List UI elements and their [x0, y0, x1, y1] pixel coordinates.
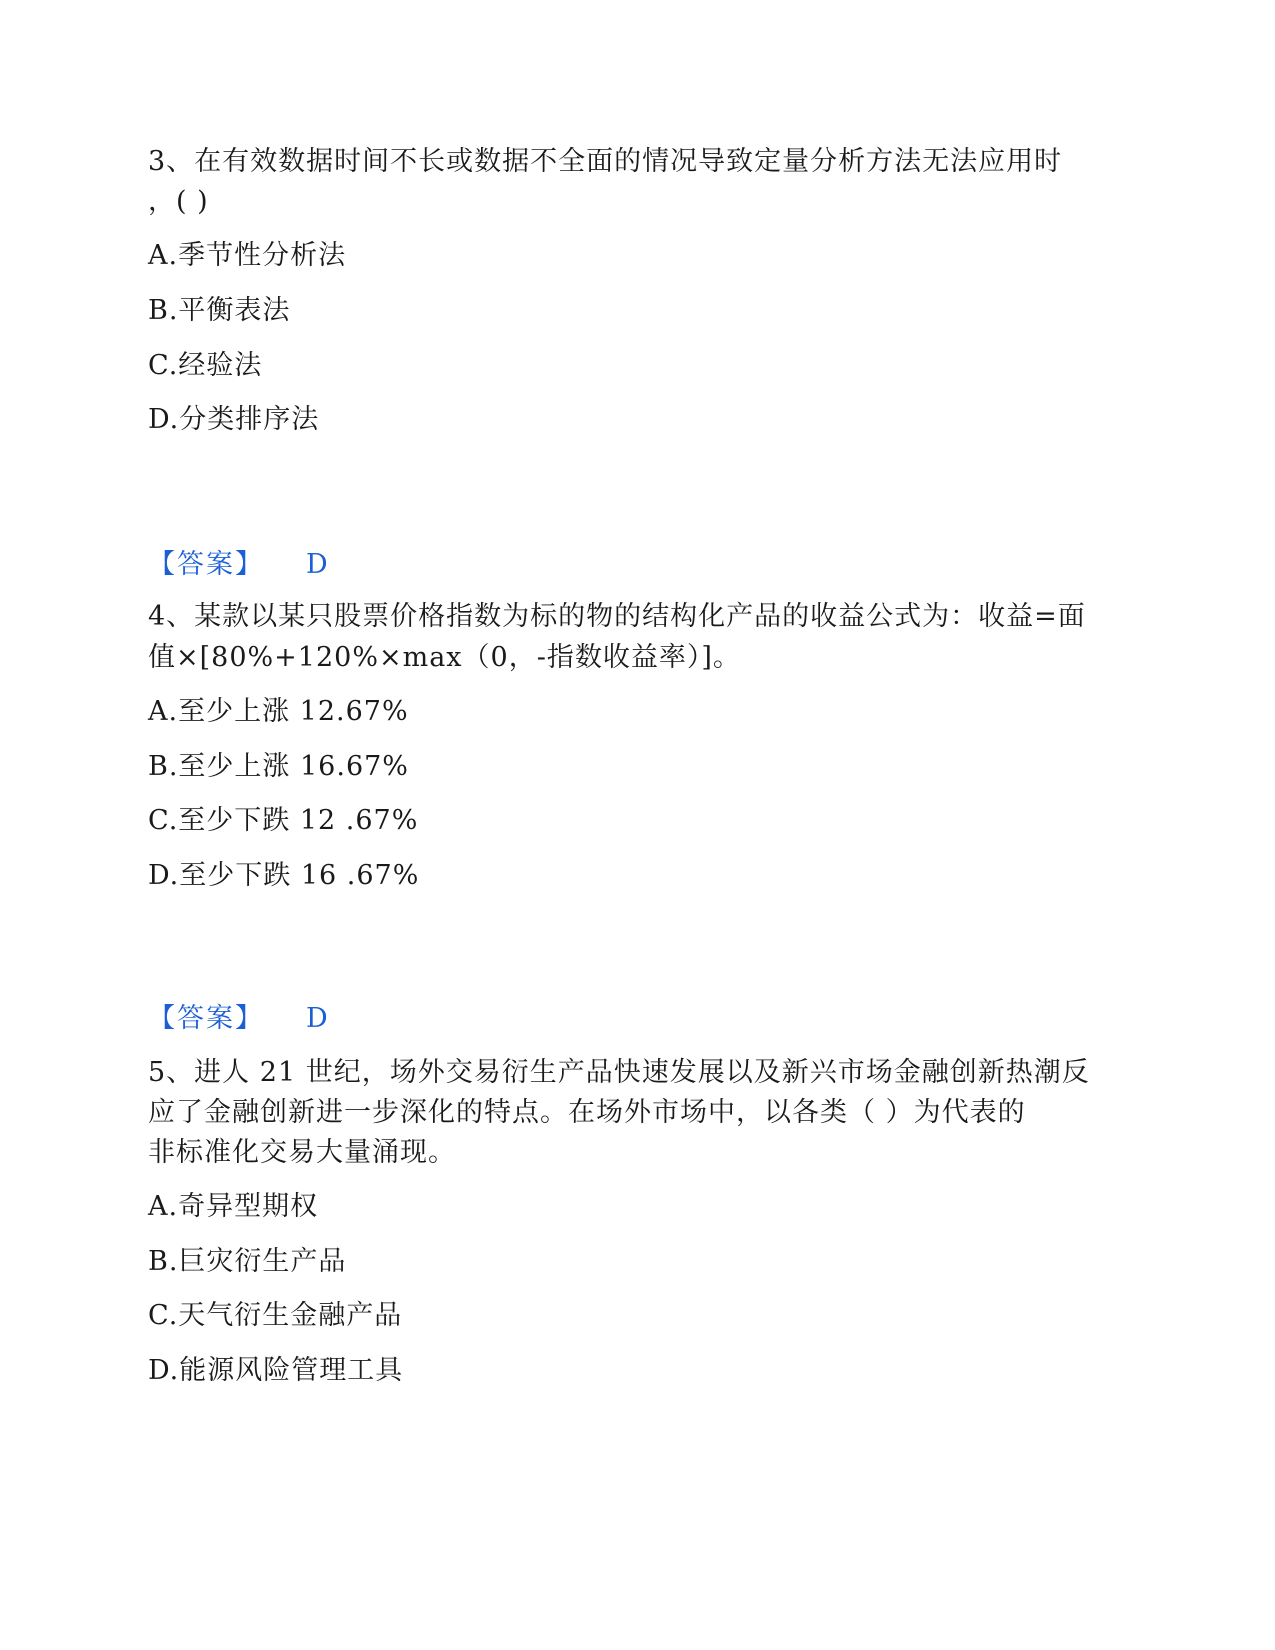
answer-label: 【答案】 [148, 549, 264, 580]
question-3-option-d: D.分类排序法 [148, 404, 320, 435]
question-3-option-a: A.季节性分析法 [148, 240, 347, 271]
question-4-stem-line-1: 4、某款以某只股票价格指数为标的物的结构化产品的收益公式为：收益=面 [148, 601, 1086, 632]
question-3-stem-line-1: 3、在有效数据时间不长或数据不全面的情况导致定量分析方法无法应用时 [148, 146, 1063, 177]
answer-value: D [306, 549, 328, 580]
question-5-option-d: D.能源风险管理工具 [148, 1355, 404, 1386]
answer-label: 【答案】 [148, 1003, 264, 1034]
question-4-option-a: A.至少上涨 12.67% [148, 696, 409, 727]
question-3-option-b: B.平衡表法 [148, 295, 291, 326]
question-5-stem-line-3: 非标准化交易大量涌现。 [148, 1137, 456, 1168]
question-3-answer [148, 545, 328, 585]
question-4-option-c: C.至少下跌 12 .67% [148, 805, 419, 836]
question-4-option-d: D.至少下跌 16 .67% [148, 860, 420, 891]
question-5-option-b: B.巨灾衍生产品 [148, 1246, 347, 1277]
question-3-option-c: C.经验法 [148, 350, 263, 381]
question-4-answer [148, 999, 328, 1039]
question-5-option-a: A.奇异型期权 [148, 1191, 319, 1222]
question-5-option-c: C.天气衍生金融产品 [148, 1300, 403, 1331]
answer-value: D [306, 1003, 328, 1034]
question-4-option-b: B.至少上涨 16.67% [148, 751, 409, 782]
question-5-stem-line-1: 5、进人 21 世纪，场外交易衍生产品快速发展以及新兴市场金融创新热潮反 [148, 1057, 1090, 1088]
question-5-stem-line-2: 应了金融创新进一步深化的特点。在场外市场中，以各类（ ）为代表的 [148, 1097, 1026, 1128]
question-4-stem-line-2: 值×[80%+120%×max（0，-指数收益率）]。 [148, 642, 741, 673]
question-3-stem-line-2: ，( ) [148, 186, 209, 217]
